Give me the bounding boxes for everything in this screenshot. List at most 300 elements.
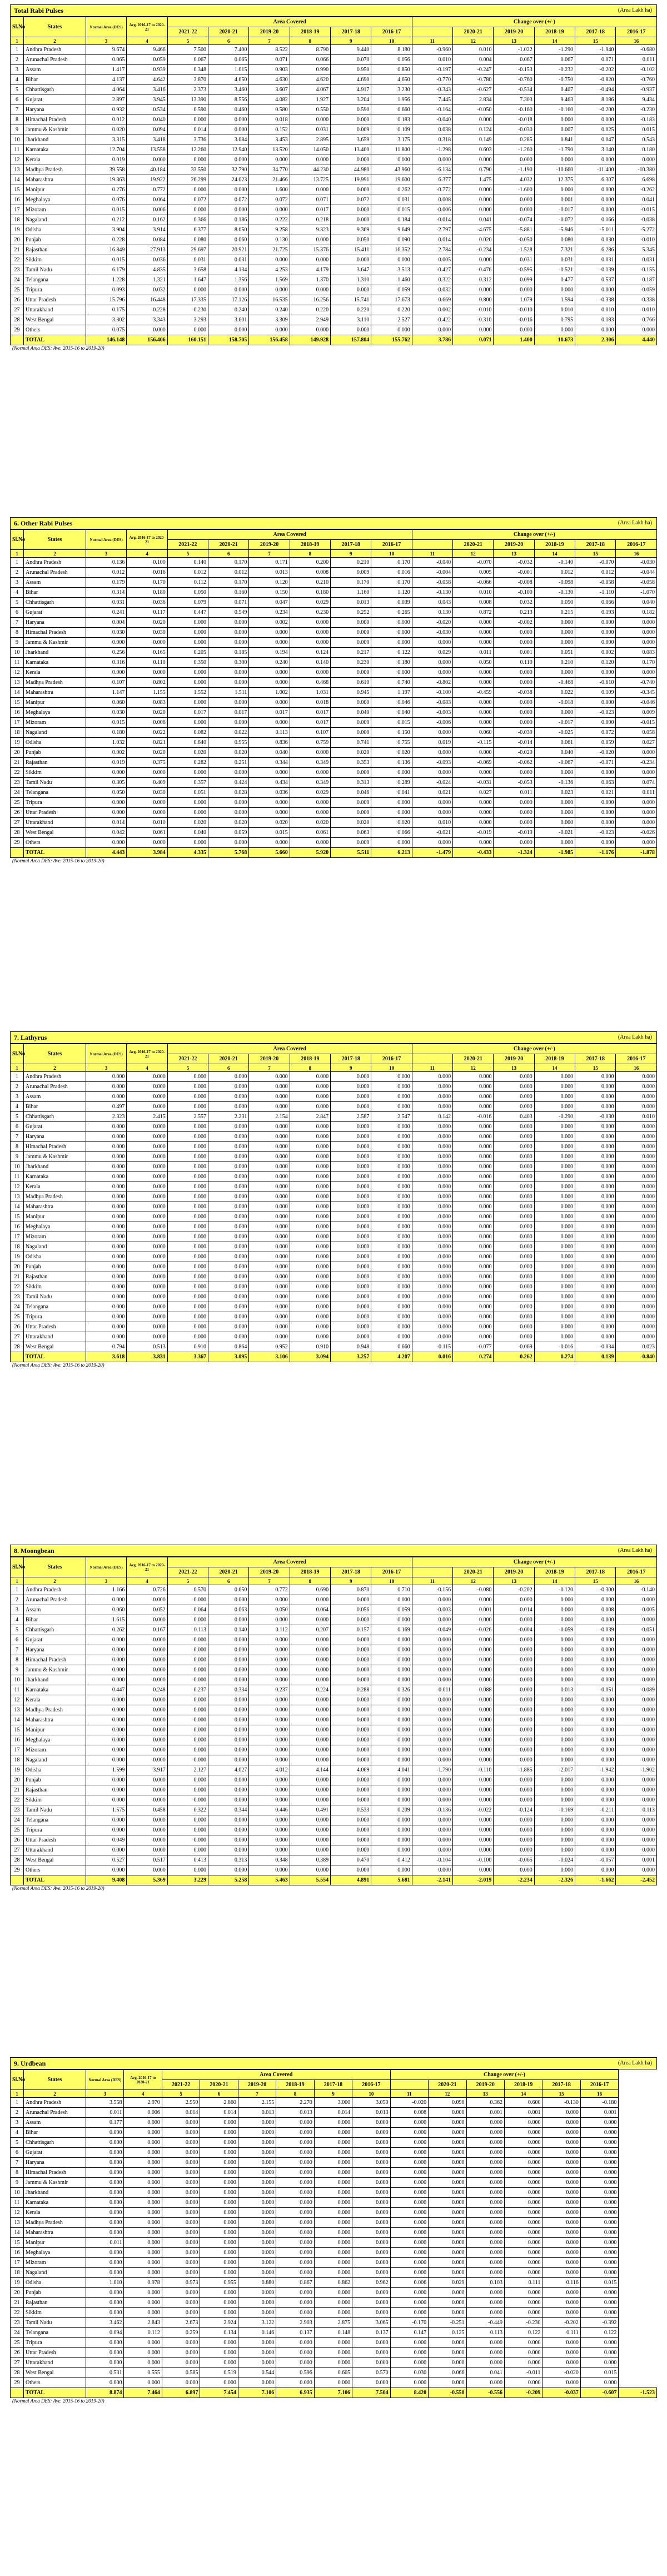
cell-value: 0.000 — [453, 1825, 494, 1835]
cell-value: 0.531 — [86, 2368, 124, 2378]
row-number: 1 — [11, 558, 24, 568]
table-row — [11, 678, 657, 688]
cell-value: 0.100 — [127, 558, 167, 568]
cell-value: 0.000 — [331, 1312, 371, 1322]
cell-value: 0.000 — [466, 2258, 504, 2268]
cell-value: 0.000 — [453, 1152, 494, 1162]
table-row — [11, 1102, 657, 1112]
cell-value: 0.012 — [534, 568, 575, 578]
cell-value: 1.010 — [86, 2278, 124, 2288]
change-year-header — [412, 27, 452, 37]
column-number: 14 — [534, 37, 575, 45]
cell-value: 0.130 — [412, 608, 452, 618]
cell-value: 0.000 — [167, 1132, 208, 1142]
cell-value: 0.005 — [412, 255, 452, 265]
cell-value: 0.000 — [534, 1665, 575, 1675]
cell-value: 0.029 — [412, 648, 452, 658]
cell-value: 0.570 — [352, 2368, 390, 2378]
cell-value: 0.000 — [162, 2208, 200, 2218]
cell-value: 0.004 — [86, 618, 127, 628]
cell-value: 0.000 — [127, 1132, 167, 1142]
table-row — [11, 165, 657, 175]
cell-value: 0.000 — [208, 1302, 249, 1312]
row-number: 16 — [11, 2248, 24, 2258]
cell-value: 0.000 — [542, 2208, 580, 2218]
cell-value: 0.000 — [453, 1202, 494, 1212]
cell-value: 0.000 — [494, 1132, 534, 1142]
total-value: 146.148 — [86, 335, 127, 345]
cell-value: 0.000 — [616, 1775, 657, 1785]
cell-value: 0.000 — [167, 1715, 208, 1725]
state-name: Telangana — [24, 788, 86, 798]
cell-value: 0.020 — [249, 818, 290, 828]
cell-value: 0.000 — [412, 1705, 452, 1715]
cell-value: 0.000 — [331, 1192, 371, 1202]
cell-value: 0.000 — [167, 838, 208, 848]
cell-value: 0.030 — [127, 788, 167, 798]
cell-value: 0.000 — [534, 1262, 575, 1272]
cell-value: 0.000 — [412, 1735, 452, 1745]
cell-value: 3.343 — [127, 315, 167, 325]
cell-value: 0.000 — [575, 1715, 616, 1725]
cell-value: -1.070 — [616, 588, 657, 598]
row-number: 10 — [11, 135, 24, 145]
cell-value: 0.000 — [542, 2198, 580, 2208]
cell-value: 6.286 — [575, 245, 616, 255]
cell-value: 0.142 — [412, 1112, 452, 1122]
cell-value: 0.000 — [86, 1745, 127, 1755]
avg-header: Avg. 2016-17 to 2020-21 — [127, 1044, 167, 1064]
cell-value: 0.000 — [127, 1252, 167, 1262]
table-row — [11, 295, 657, 305]
state-name: Uttar Pradesh — [24, 808, 86, 818]
state-name: Kerala — [24, 1182, 86, 1192]
cell-value: 0.030 — [575, 235, 616, 245]
cell-value: 0.000 — [580, 2118, 618, 2128]
table-row — [11, 818, 657, 828]
cell-value: 0.000 — [276, 2298, 314, 2308]
cell-value: 0.140 — [167, 558, 208, 568]
cell-value: -0.015 — [616, 205, 657, 215]
row-number: 4 — [11, 1102, 24, 1112]
cell-value: 0.000 — [429, 2348, 466, 2358]
cell-value: 2.834 — [453, 95, 494, 105]
table-row — [11, 1755, 657, 1765]
cell-value: 0.000 — [124, 2228, 162, 2238]
row-number: 11 — [11, 658, 24, 668]
cell-value: 0.000 — [249, 1232, 290, 1242]
cell-value: 0.000 — [86, 1755, 127, 1765]
row-number: 16 — [11, 195, 24, 205]
cell-value: 0.000 — [371, 1845, 412, 1855]
cell-value: 0.000 — [429, 2238, 466, 2248]
cell-value: 0.000 — [208, 1282, 249, 1292]
cell-value: 0.000 — [249, 1182, 290, 1192]
cell-value: 0.862 — [314, 2278, 352, 2288]
cell-value: 0.001 — [580, 2108, 618, 2118]
cell-value: 0.020 — [167, 748, 208, 758]
cell-value: 0.228 — [86, 235, 127, 245]
cell-value: 0.000 — [331, 1082, 371, 1092]
cell-value: 0.000 — [208, 1725, 249, 1735]
row-number: 2 — [11, 55, 24, 65]
cell-value: 3.460 — [208, 85, 249, 95]
cell-value: 0.590 — [167, 105, 208, 115]
cell-value: 0.000 — [86, 2158, 124, 2168]
cell-value: 0.000 — [616, 1715, 657, 1725]
total-value: -0.209 — [504, 2388, 542, 2398]
cell-value: 0.000 — [494, 628, 534, 638]
cell-value: 0.065 — [86, 55, 127, 65]
cell-value: 0.000 — [494, 1072, 534, 1082]
year-header: 2020-21 — [208, 540, 249, 550]
cell-value: 0.185 — [208, 648, 249, 658]
row-number: 24 — [11, 2328, 24, 2338]
column-number: 1 — [11, 550, 24, 558]
cell-value: 0.017 — [249, 708, 290, 718]
cell-value: 0.000 — [412, 1102, 452, 1112]
cell-value: 0.000 — [331, 185, 371, 195]
cell-value: 7.445 — [412, 95, 452, 105]
cell-value: 0.000 — [466, 2178, 504, 2188]
cell-value: 0.009 — [331, 125, 371, 135]
cell-value: 0.000 — [390, 2118, 428, 2128]
states-header: States — [24, 17, 86, 37]
state-name: Arunachal Pradesh — [24, 1595, 86, 1605]
column-number: 13 — [494, 37, 534, 45]
cell-value: 0.000 — [575, 1072, 616, 1082]
cell-value: 0.000 — [331, 1735, 371, 1745]
table-row — [11, 2138, 657, 2148]
cell-value: 0.180 — [290, 588, 330, 598]
year-header: 2019-20 — [249, 27, 290, 37]
cell-value: 0.000 — [238, 2308, 276, 2318]
cell-value: 0.000 — [200, 2158, 238, 2168]
section-header — [10, 1545, 657, 1557]
row-number: 25 — [11, 1312, 24, 1322]
cell-value: 0.000 — [534, 1795, 575, 1805]
cell-value: 0.000 — [534, 1212, 575, 1222]
cell-value: 0.000 — [412, 1222, 452, 1232]
cell-value: 0.147 — [390, 2328, 428, 2338]
cell-value: 0.000 — [331, 115, 371, 125]
cell-value: -0.030 — [412, 628, 452, 638]
cell-value: 2.154 — [249, 1112, 290, 1122]
cell-value: 0.000 — [504, 2358, 542, 2368]
row-number: 12 — [11, 1695, 24, 1705]
cell-value: 0.000 — [412, 1312, 452, 1322]
cell-value: 0.000 — [249, 678, 290, 688]
cell-value: 0.005 — [616, 1605, 657, 1615]
state-name: Arunachal Pradesh — [24, 2108, 86, 2118]
cell-value: 0.000 — [494, 1655, 534, 1665]
change-year-header: 2016-17 — [616, 1054, 657, 1064]
cell-value: 0.000 — [453, 1252, 494, 1262]
year-header: 2016-17 — [371, 27, 412, 37]
table-row — [11, 1695, 657, 1705]
cell-value: 0.000 — [412, 808, 452, 818]
cell-value: 1.511 — [208, 688, 249, 698]
cell-value: 0.000 — [616, 155, 657, 165]
cell-value: 0.000 — [238, 2218, 276, 2228]
cell-value: 0.000 — [466, 2138, 504, 2148]
cell-value: 0.000 — [453, 818, 494, 828]
cell-value: 0.000 — [429, 2178, 466, 2188]
change-year-header: 2020-21 — [453, 1567, 494, 1577]
cell-value: 0.366 — [167, 215, 208, 225]
cell-value: 0.000 — [534, 285, 575, 295]
cell-value: 0.000 — [86, 768, 127, 778]
cell-value: 0.000 — [371, 1082, 412, 1092]
cell-value: 0.000 — [575, 1735, 616, 1745]
row-number: 8 — [11, 1655, 24, 1665]
area-covered-header: Area Covered — [167, 1044, 412, 1054]
cell-value: 0.000 — [453, 798, 494, 808]
cell-value: 0.513 — [127, 1342, 167, 1352]
section-header — [10, 517, 657, 529]
cell-value: 0.000 — [352, 2218, 390, 2228]
cell-value: 0.000 — [167, 1695, 208, 1705]
cell-value: 0.000 — [314, 2378, 352, 2388]
cell-value: 0.000 — [208, 1212, 249, 1222]
row-number: 3 — [11, 1605, 24, 1615]
cell-value: -0.627 — [453, 85, 494, 95]
cell-value: 0.220 — [290, 305, 330, 315]
cell-value: 0.000 — [453, 1102, 494, 1112]
cell-value: 0.000 — [331, 1675, 371, 1685]
cell-value: -0.002 — [494, 618, 534, 628]
cell-value: 0.032 — [127, 285, 167, 295]
cell-value: 0.014 — [200, 2108, 238, 2118]
cell-value: 0.000 — [575, 1162, 616, 1172]
state-name: Manipur — [24, 2238, 86, 2248]
cell-value: 0.000 — [86, 1815, 127, 1825]
cell-value: 3.302 — [86, 315, 127, 325]
table-row — [11, 2158, 657, 2168]
cell-value: 0.000 — [86, 1825, 127, 1835]
cell-value: -0.140 — [616, 1585, 657, 1595]
cell-value: 3.870 — [167, 75, 208, 85]
table-row — [11, 1725, 657, 1735]
cell-value: 0.007 — [534, 125, 575, 135]
table-row — [11, 2338, 657, 2348]
section-2 — [10, 517, 657, 866]
cell-value: 0.000 — [124, 2198, 162, 2208]
cell-value: 17.673 — [371, 295, 412, 305]
cell-value: 0.000 — [127, 1745, 167, 1755]
table-row — [11, 598, 657, 608]
cell-value: 0.000 — [249, 1735, 290, 1745]
cell-value: -0.038 — [616, 215, 657, 225]
cell-value: 0.000 — [534, 1292, 575, 1302]
cell-value: 0.000 — [290, 185, 330, 195]
cell-value: 0.000 — [580, 2308, 618, 2318]
cell-value: 0.000 — [371, 1645, 412, 1655]
cell-value: -0.139 — [575, 265, 616, 275]
total-label: TOTAL — [24, 1352, 86, 1362]
cell-value: 0.000 — [453, 678, 494, 688]
row-number: 19 — [11, 2278, 24, 2288]
cell-value: 0.052 — [127, 1605, 167, 1615]
cell-value: 0.000 — [238, 2138, 276, 2148]
total-value: 7.504 — [352, 2388, 390, 2398]
year-header: 2020-21 — [208, 1054, 249, 1064]
cell-value: 0.000 — [208, 205, 249, 215]
total-value: 158.705 — [208, 335, 249, 345]
cell-value: 0.071 — [249, 55, 290, 65]
cell-value: 0.014 — [167, 125, 208, 135]
cell-value: 0.060 — [86, 698, 127, 708]
avg-header: Avg. 2016-17 to 2020-21 — [124, 2070, 162, 2090]
row-number: 23 — [11, 1805, 24, 1815]
cell-value: 0.000 — [390, 2188, 428, 2198]
change-over-header: Change over (+/-) — [412, 1044, 656, 1054]
cell-value: 2.527 — [371, 315, 412, 325]
column-number: 13 — [494, 550, 534, 558]
state-name: Kerala — [24, 155, 86, 165]
total-value: 5.369 — [127, 1875, 167, 1885]
cell-value: 0.000 — [616, 1635, 657, 1645]
cell-value: -0.262 — [616, 185, 657, 195]
cell-value: 0.000 — [575, 1322, 616, 1332]
row-number: 6 — [11, 95, 24, 105]
state-name: Rajasthan — [24, 758, 86, 768]
row-number: 13 — [11, 2218, 24, 2228]
cell-value: 0.000 — [542, 2298, 580, 2308]
cell-value: -0.234 — [453, 245, 494, 255]
year-header: 2016-17 — [352, 2080, 390, 2090]
column-number: 5 — [162, 2090, 200, 2098]
cell-value: 0.000 — [616, 1072, 657, 1082]
cell-value: 0.000 — [494, 1222, 534, 1232]
cell-value: 0.040 — [371, 708, 412, 718]
cell-value: -0.066 — [453, 578, 494, 588]
cell-value: -0.040 — [412, 558, 452, 568]
cell-value: 0.447 — [86, 1685, 127, 1695]
cell-value: -0.155 — [616, 265, 657, 275]
table-row — [11, 588, 657, 598]
cell-value: -0.230 — [616, 105, 657, 115]
cell-value: 0.000 — [575, 1595, 616, 1605]
cell-value: 0.171 — [249, 558, 290, 568]
table-row — [11, 728, 657, 738]
cell-value: 1.599 — [86, 1765, 127, 1775]
total-value: 3.618 — [86, 1352, 127, 1362]
cell-value: 0.000 — [453, 628, 494, 638]
cell-value: 0.000 — [390, 2198, 428, 2208]
cell-value: 0.000 — [167, 1262, 208, 1272]
cell-value: 0.000 — [371, 1162, 412, 1172]
row-number: 28 — [11, 315, 24, 325]
cell-value: 0.000 — [208, 115, 249, 125]
cell-value: 0.000 — [331, 1815, 371, 1825]
row-number: 19 — [11, 225, 24, 235]
cell-value: 0.821 — [127, 738, 167, 748]
cell-value: 0.596 — [276, 2368, 314, 2378]
cell-value: 0.122 — [504, 2328, 542, 2338]
row-number: 2 — [11, 2108, 24, 2118]
cell-value: 0.446 — [249, 1805, 290, 1815]
change-over-header: Change over (+/-) — [412, 17, 656, 27]
table-row — [11, 568, 657, 578]
cell-value: 0.064 — [127, 195, 167, 205]
row-number: 21 — [11, 2298, 24, 2308]
cell-value: 0.012 — [167, 568, 208, 578]
column-number: 4 — [124, 2090, 162, 2098]
state-name: Punjab — [24, 748, 86, 758]
cell-value: 0.000 — [86, 1122, 127, 1132]
cell-value: 0.000 — [276, 2138, 314, 2148]
cell-value: -0.392 — [580, 2318, 618, 2328]
total-value: 160.151 — [167, 335, 208, 345]
cell-value: -0.077 — [453, 1342, 494, 1352]
table-row — [11, 1675, 657, 1685]
table-row — [11, 2218, 657, 2228]
cell-value: 0.978 — [124, 2278, 162, 2288]
cell-value: -0.960 — [412, 45, 452, 55]
row-number: 14 — [11, 1202, 24, 1212]
state-name: Odisha — [24, 1252, 86, 1262]
cell-value: 0.031 — [575, 255, 616, 265]
cell-value: 1.475 — [453, 175, 494, 185]
cell-value: 0.000 — [249, 1172, 290, 1182]
column-number: 14 — [534, 1064, 575, 1072]
cell-value: 0.000 — [86, 1072, 127, 1082]
row-number: 22 — [11, 2308, 24, 2318]
cell-value: 0.000 — [352, 2178, 390, 2188]
cell-value: 0.000 — [162, 2378, 200, 2388]
cell-value: 0.000 — [290, 748, 330, 758]
cell-value: 0.497 — [86, 1102, 127, 1112]
cell-value: 0.041 — [616, 195, 657, 205]
cell-value: 4.917 — [331, 85, 371, 95]
row-number: 4 — [11, 2128, 24, 2138]
cell-value: 0.537 — [575, 275, 616, 285]
cell-value: 0.000 — [86, 1182, 127, 1192]
cell-value: 0.000 — [575, 1292, 616, 1302]
cell-value: 0.000 — [290, 255, 330, 265]
column-number: 4 — [127, 550, 167, 558]
cell-value: 0.013 — [276, 2108, 314, 2118]
cell-value: 5.345 — [616, 245, 657, 255]
row-number: 5 — [11, 1112, 24, 1122]
total-value: 3.095 — [208, 1352, 249, 1362]
cell-value: 0.000 — [290, 1332, 330, 1342]
cell-value: 0.170 — [208, 578, 249, 588]
cell-value: -0.006 — [412, 205, 452, 215]
column-number: 10 — [371, 37, 412, 45]
cell-value: -0.124 — [494, 1805, 534, 1815]
year-header: 2018-19 — [276, 2080, 314, 2090]
table-row — [11, 1242, 657, 1252]
cell-value: -0.136 — [534, 778, 575, 788]
table-row — [11, 1705, 657, 1715]
cell-value: 0.020 — [127, 708, 167, 718]
cell-value: 4.012 — [249, 1765, 290, 1775]
cell-value: 0.000 — [162, 2148, 200, 2158]
cell-value: 0.000 — [167, 1645, 208, 1655]
row-number: 23 — [11, 1292, 24, 1302]
cell-value: 0.000 — [86, 2348, 124, 2358]
cell-value: 8.790 — [290, 45, 330, 55]
state-name: Telangana — [24, 1302, 86, 1312]
cell-value: 0.000 — [86, 1212, 127, 1222]
state-name: Haryana — [24, 1645, 86, 1655]
section-title: Total Rabi Pulses — [14, 7, 63, 14]
cell-value: 0.167 — [127, 1625, 167, 1635]
table-row — [11, 1815, 657, 1825]
cell-value: 0.000 — [371, 1202, 412, 1212]
